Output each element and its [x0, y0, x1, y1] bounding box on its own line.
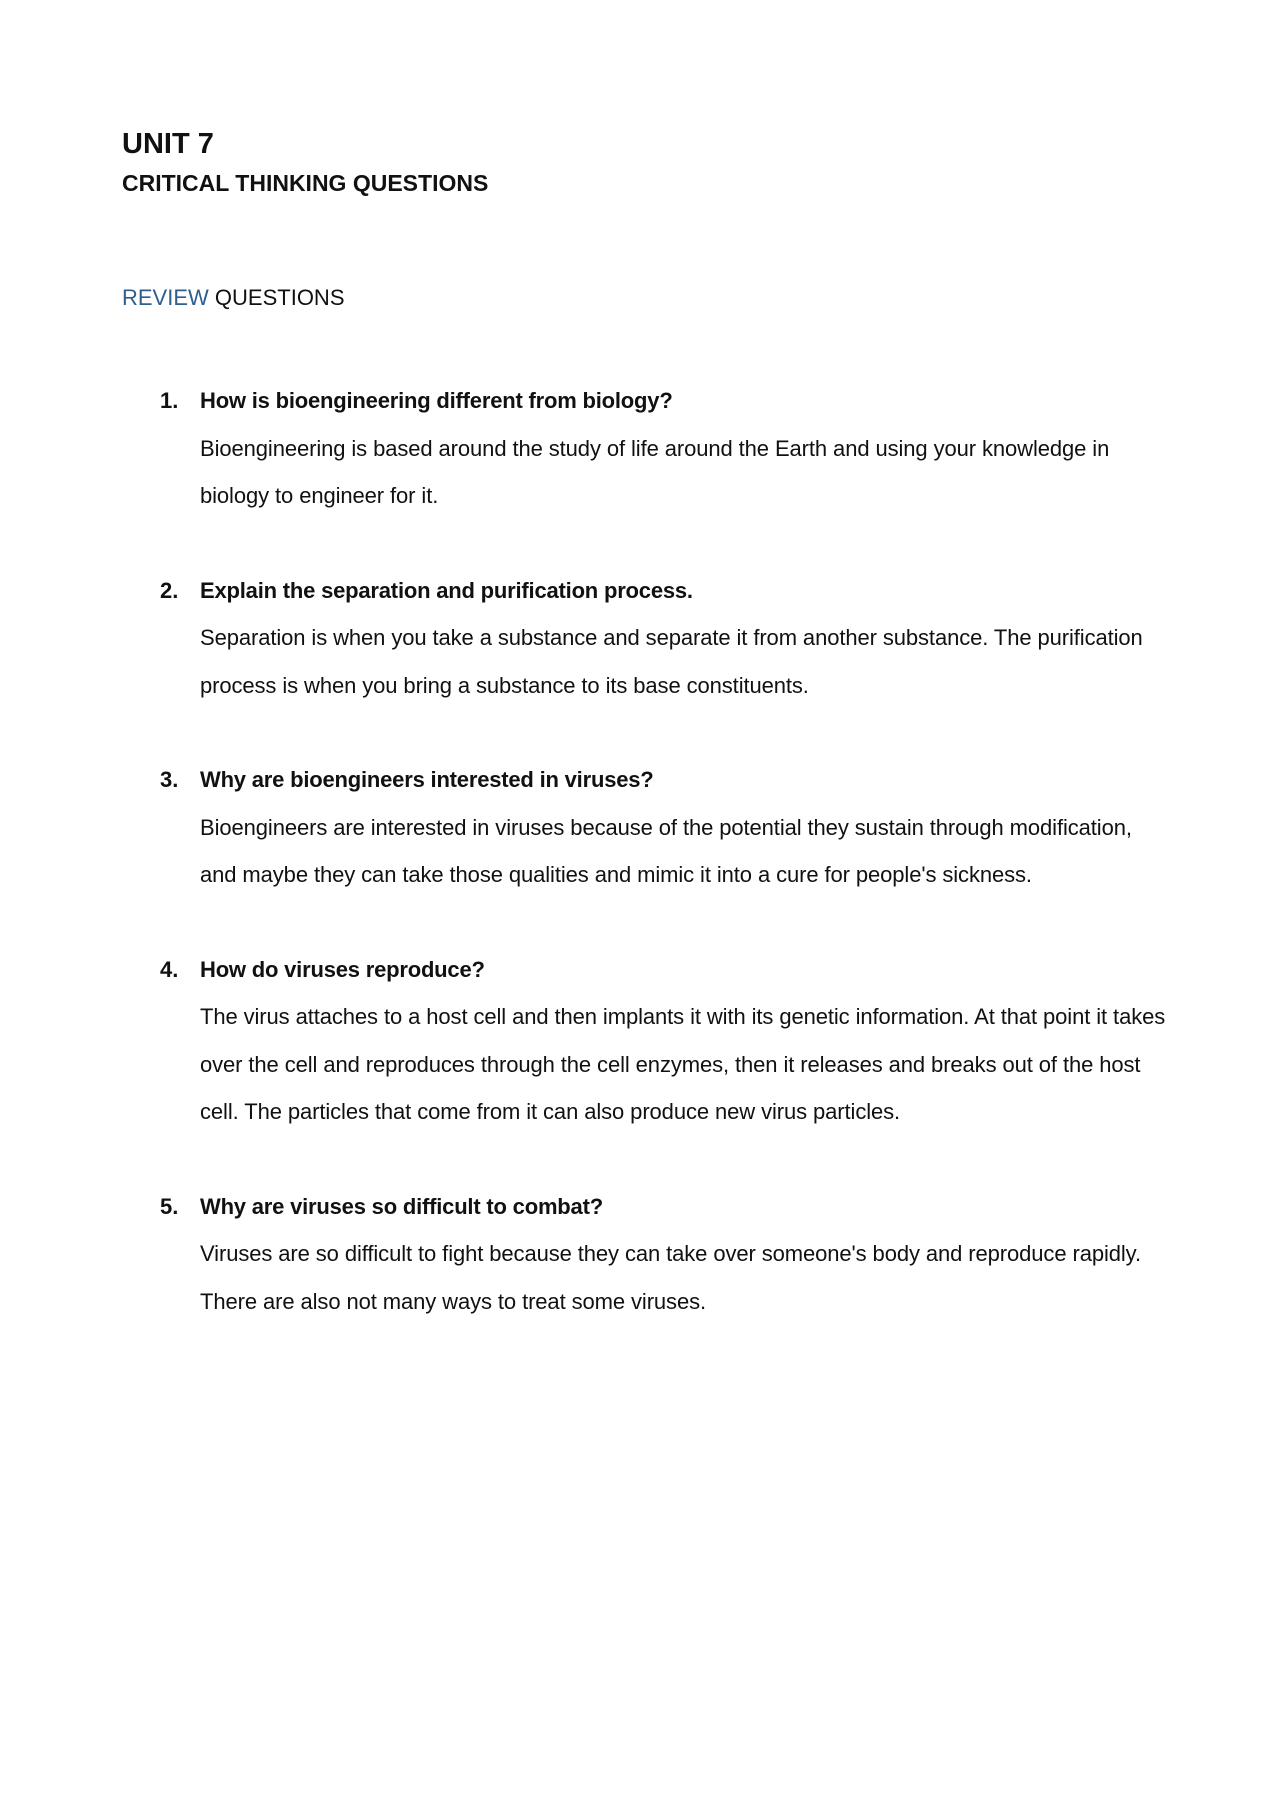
answer-text: Separation is when you take a substance and separate it from another substance. The purification process is when you bring a substance to its base constituents. — [200, 625, 1143, 698]
question-number: 1. — [160, 388, 179, 413]
question-item — [122, 1183, 1172, 1326]
question-number: 3. — [160, 767, 179, 792]
question-item — [122, 946, 1172, 1136]
question-text: Explain the separation and purification process. — [200, 577, 693, 603]
question-text: How is bioengineering different from biology? — [200, 388, 673, 413]
question-text: Why are viruses so difficult to combat? — [200, 1193, 603, 1219]
question-text: How do viruses reproduce? — [200, 956, 485, 982]
section-heading-accent: REVIEW — [122, 285, 209, 310]
question-list — [122, 377, 1172, 1372]
question-number: 4. — [160, 956, 179, 982]
answer-text: Viruses are so difficult to fight because they can take over someone's body and reproduce rapidly. There are also not many ways to treat some viruses. — [200, 1241, 1141, 1314]
question-number: 2. — [160, 577, 179, 603]
answer-text: The virus attaches to a host cell and then implants it with its genetic information. At that point it takes over the cell and reproduces through the cell enzymes, then it releases and breaks out of the host cell. The particles that come from it can also produce new virus particles. — [200, 1004, 1166, 1124]
answer-text: Bioengineers are interested in viruses because of the potential they sustain through modification, and maybe they can take those qualities and mimic it into a cure for people's sickness. — [200, 814, 1132, 887]
unit-title: UNIT 7 — [122, 128, 214, 160]
question-text: Why are bioengineers interested in viruses? — [200, 767, 654, 792]
question-item — [122, 756, 1172, 899]
question-item — [122, 567, 1172, 710]
question-item — [122, 377, 1172, 520]
question-number: 5. — [160, 1193, 179, 1219]
document-subtitle: CRITICAL THINKING QUESTIONS — [122, 170, 489, 196]
answer-text: Bioengineering is based around the study of life around the Earth and using your knowledge in biology to engineer for it. — [200, 435, 1110, 508]
section-heading-rest: QUESTIONS — [214, 285, 345, 310]
section-heading — [122, 283, 345, 313]
